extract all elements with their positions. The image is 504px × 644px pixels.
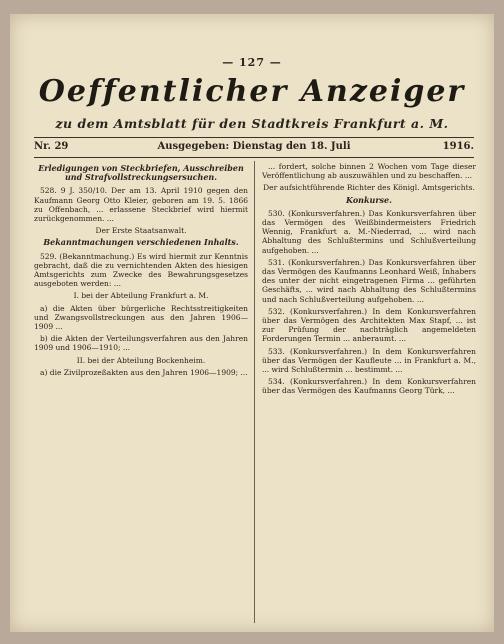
left-column-para: 528. 9 J. 350/10. Der am 13. April 1910 gegen den Kaufmann Georg Otto Kleier, geboren am 19. 5. 1866 zu Offenbach, ... erlassene Steckbrief wird hiermit zurückgenommen. ... xyxy=(34,186,248,224)
left-column-para: a) die Akten über bürgerliche Rechtsstreitigkeiten und Zwangsvollstreckungen aus den Jahren 1906—1909 ... xyxy=(34,303,248,332)
right-column-para: 530. (Konkursverfahren.) Das Konkursverfahren über das Vermögen des Weißbindermeisters Friedrich Wennig, Frankfurt a. M.-Niederrad, ... wird nach Abhaltung des Schlußtermins und Schlußverteilung aufgehoben. ... xyxy=(262,208,476,255)
issue-date: Ausgegeben: Dienstag den 18. Juli xyxy=(157,141,351,152)
newspaper-page xyxy=(10,14,494,632)
left-column-para: a) die Zivilprozeßakten aus den Jahren 1906—1909; ... xyxy=(40,367,248,377)
top-rule xyxy=(34,137,474,138)
left-column-sub: I. bei der Abteilung Frankfurt a. M. xyxy=(73,291,209,301)
left-column-sub: II. bei der Abteilung Bockenheim. xyxy=(76,355,206,365)
right-column-sub: Der aufsichtführende Richter des Königl. Amtsgerichts. xyxy=(263,183,475,193)
issue-number: Nr. 29 xyxy=(34,141,69,152)
right-column-para: 534. (Konkursverfahren.) In dem Konkursverfahren über das Vermögen des Kaufmanns Georg Türk, ... xyxy=(262,377,476,396)
right-column-para: 531. (Konkursverfahren.) Das Konkursverfahren über das Vermögen des Kaufmanns Leonhard Weiß, Inhabers des unter der nicht eingetragenen Firma ... geführten Geschäfts, ... wird nach Abhaltung des Schlußtermins und nach Schlußverteilung aufgehoben. ... xyxy=(262,257,476,304)
left-column-head: Bekanntmachungen verschiedenen Inhalts. xyxy=(43,237,239,248)
issue-year: 1916. xyxy=(442,141,474,152)
right-column xyxy=(262,162,476,622)
right-column-head: Konkurse. xyxy=(346,194,392,205)
column-divider xyxy=(254,161,255,623)
right-column-para: 533. (Konkursverfahren.) In dem Konkursverfahren über das Vermögen der Kaufleute ... in Frankfurt a. M., ... wird Schlußtermin ... bestimmt. ... xyxy=(262,346,476,375)
right-column-para: ... fordert, solche binnen 2 Wochen vom Tage dieser Veröffentlichung ab auszuwählen und zu beschaffen. ... xyxy=(262,162,476,181)
left-column-para: b) die Akten der Verteilungsverfahren aus den Jahren 1909 und 1906—1910; ... xyxy=(34,334,248,353)
left-column-para: 529. (Bekanntmachung.) Es wird hiermit zur Kenntnis gebracht, daß die zu vernichtenden Akten des hiesigen Amtsgerichts zum Zwecke des Bewahrungsgesetzes ausgeboten werden: ... xyxy=(34,251,248,289)
right-column-para: 532. (Konkursverfahren.) In dem Konkursverfahren über das Vermögen des Architekten Max Stapf, ... ist zur Prüfung der nachträglich angemeldeten Forderungen Termin ... anberaumt. ... xyxy=(262,306,476,344)
masthead-subtitle: zu dem Amtsblatt für den Stadtkreis Frankfurt a. M. xyxy=(55,116,449,131)
page-number: — 127 — xyxy=(222,56,282,69)
issue-rule xyxy=(34,157,474,158)
masthead-title: Oeffentlicher Anzeiger xyxy=(38,74,466,109)
issue-line xyxy=(34,141,474,155)
left-column-sub: Der Erste Staatsanwalt. xyxy=(95,226,187,236)
left-column-head: Erledigungen von Steckbriefen, Ausschreiben und Strafvollstreckungsersuchen. xyxy=(38,163,244,183)
left-column xyxy=(34,162,248,622)
